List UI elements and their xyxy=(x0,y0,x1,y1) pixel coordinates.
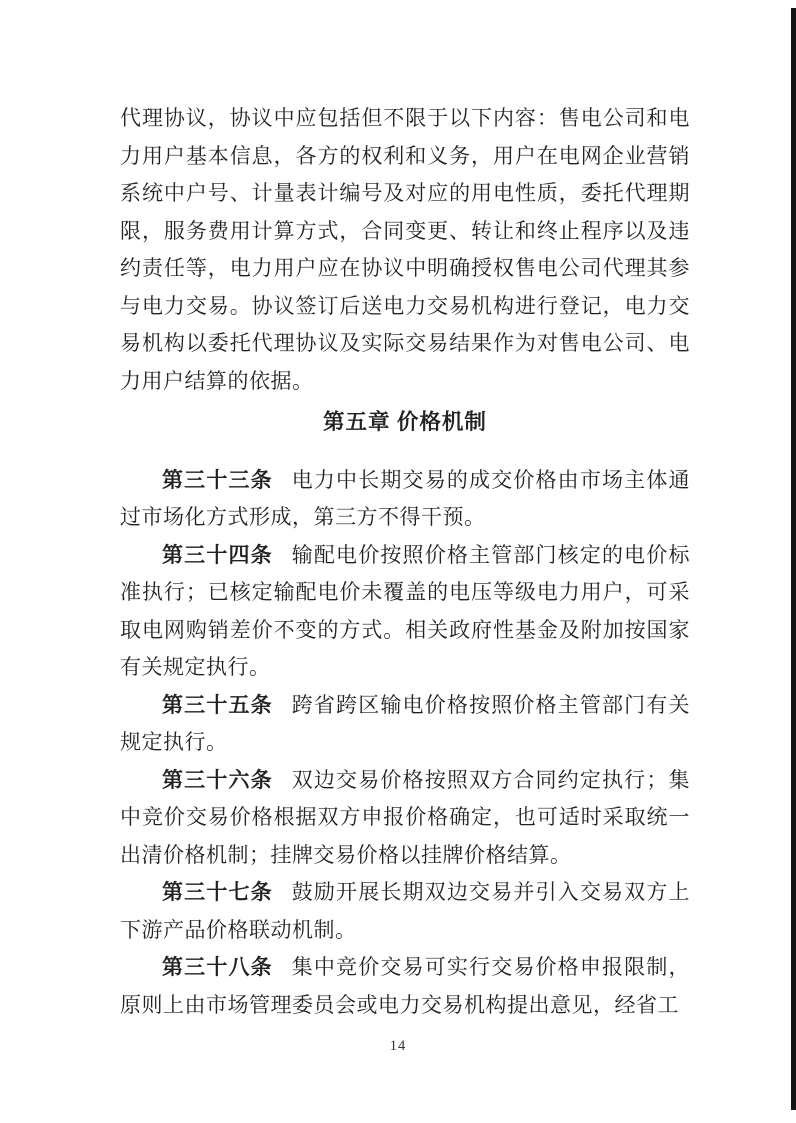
article-number: 第三十六条 xyxy=(162,767,273,792)
article-paragraph-37 xyxy=(120,874,690,949)
article-number: 第三十四条 xyxy=(162,542,273,567)
article-number: 第三十三条 xyxy=(162,467,273,492)
chapter-heading: 第五章 价格机制 xyxy=(323,410,487,434)
article-text: 集中竞价交易可实行交易价格申报限制，原则上由市场管理委员会或电力交易机构提出意见，经省工 xyxy=(120,955,691,1017)
article-number: 第三十五条 xyxy=(162,692,273,717)
article-paragraph-38 xyxy=(120,949,690,1024)
article-paragraph-35 xyxy=(120,687,690,762)
article-number: 第三十七条 xyxy=(162,880,273,904)
article-paragraph-34 xyxy=(120,537,690,687)
article-number: 第三十八条 xyxy=(162,955,273,979)
article-text: 电力中长期交易的成交价格由市场主体通过市场化方式形成，第三方不得干预。 xyxy=(120,467,691,529)
article-text: 双边交易价格按照双方合同约定执行；集中竞价交易价格根据双方申报价格确定，也可适时采取统一出清价格机制；挂牌交易价格以挂牌价格结算。 xyxy=(120,767,691,867)
page-number: 14 xyxy=(389,1038,407,1054)
article-paragraph-36 xyxy=(120,762,690,875)
article-text: 输配电价按照价格主管部门核定的电价标准执行；已核定输配电价未覆盖的电压等级电力用户，可采取电网购销差价不变的方式。相关政府性基金及附加按国家有关规定执行。 xyxy=(120,542,691,679)
article-text: 鼓励开展长期双边交易并引入交易双方上下游产品价格联动机制。 xyxy=(120,880,691,942)
page-content xyxy=(120,100,690,1024)
article-paragraph-33 xyxy=(120,462,690,537)
scan-edge-artifact xyxy=(791,8,796,1110)
article-text: 跨省跨区输电价格按照价格主管部门有关规定执行。 xyxy=(120,692,691,754)
continuation-paragraph: 代理协议，协议中应包括但不限于以下内容：售电公司和电力用户基本信息，各方的权利和义务，用户在电网企业营销系统中户号、计量表计编号及对应的用电性质，委托代理期限，服务费用计算方式，合同变更、转让和终止程序以及违约责任等，电力用户应在协议中明确授权售电公司代理其参与电力交易。协议签订后送电力交易机构进行登记，电力交易机构以委托代理协议及实际交易结果作为对售电公司、电力用户结算的依据。 xyxy=(120,106,690,393)
